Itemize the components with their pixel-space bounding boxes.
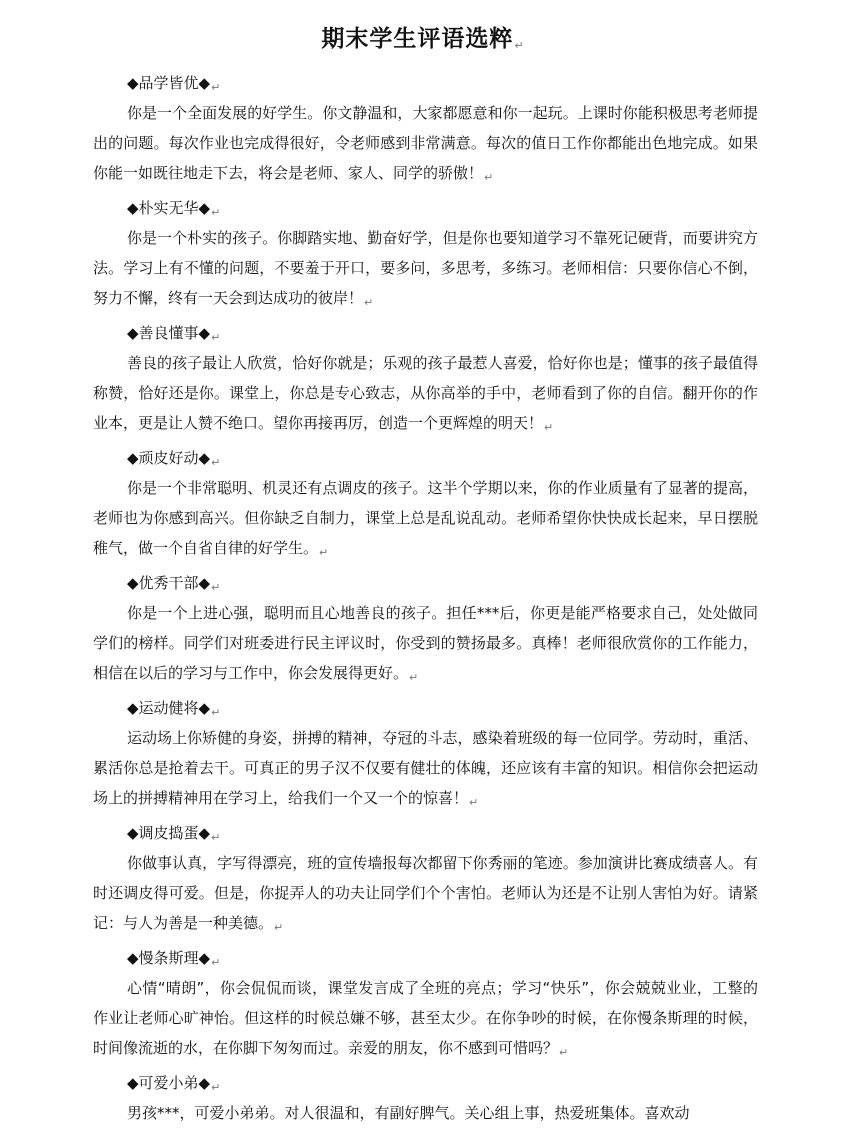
document-title-text: 期末学生评语选粹 <box>321 26 514 52</box>
section-heading-text: ◆调皮捣蛋◆ <box>127 824 211 842</box>
section-heading <box>93 443 758 473</box>
section-heading-text: ◆品学皆优◆ <box>127 74 211 92</box>
section-paragraph-text: 心情“晴朗”，你会侃侃而谈，课堂发言成了全班的亮点；学习“快乐”，你会兢兢业业，工整的作业让老师心旷神怡。但这样的时候总嫌不够，甚至太少。在你争吵的时候，在你慢条斯理的时候，时间像流逝的水，在你脚下匆匆而过。亲爱的朋友，你不感到可惜吗？ <box>93 979 758 1057</box>
section-paragraph <box>93 98 758 193</box>
paragraph-mark-icon: ↵ <box>211 206 221 219</box>
section-heading <box>93 68 758 98</box>
document-body <box>93 68 758 1128</box>
paragraph-mark-icon: ↵ <box>211 1081 221 1094</box>
section-paragraph-text: 你是一个非常聪明、机灵还有点调皮的孩子。这半个学期以来，你的作业质量有了显著的提高，老师也为你感到高兴。但你缺乏自制力，课堂上总是乱说乱动。老师希望你快快成长起来，早日摆脱稚气，做一个自省自律的好学生。 <box>93 479 758 557</box>
section-paragraph <box>93 1098 758 1128</box>
section-paragraph <box>93 848 758 943</box>
paragraph-mark-icon: ↵ <box>211 956 221 969</box>
section-heading-text: ◆顽皮好动◆ <box>127 449 211 467</box>
section-heading <box>93 193 758 223</box>
paragraph-mark-icon: ↵ <box>211 581 221 594</box>
paragraph-mark-icon: ↵ <box>469 796 479 809</box>
section-heading <box>93 1068 758 1098</box>
section-heading-text: ◆优秀干部◆ <box>127 574 211 592</box>
paragraph-mark-icon: ↵ <box>211 831 221 844</box>
section-heading-text: ◆可爱小弟◆ <box>127 1074 211 1092</box>
section-paragraph <box>93 223 758 318</box>
section-paragraph-text: 善良的孩子最让人欣赏，恰好你就是；乐观的孩子最惹人喜爱，恰好你也是；懂事的孩子最值得称赞，恰好还是你。课堂上，你总是专心致志，从你高举的手中，老师看到了你的自信。翻开你的作业本，更是让人赞不绝口。望你再接再厉，创造一个更辉煌的明天！ <box>93 354 758 432</box>
section-paragraph-text: 男孩***，可爱小弟弟。对人很温和，有副好脾气。关心组上事，热爱班集体。喜欢动 <box>127 1104 690 1122</box>
section-heading <box>93 943 758 973</box>
section-heading-text: ◆朴实无华◆ <box>127 199 211 217</box>
paragraph-mark-icon: ↵ <box>364 296 374 309</box>
section-heading <box>93 318 758 348</box>
section-paragraph-text: 你是一个上进心强，聪明而且心地善良的孩子。担任***后，你更是能严格要求自己，处处做同学们的榜样。同学们对班委进行民主评议时，你受到的赞扬最多。真棒！老师很欣赏你的工作能力，相信在以后的学习与工作中，你会发展得更好。 <box>93 604 758 682</box>
section-paragraph-text: 你做事认真，字写得漂亮，班的宣传墙报每次都留下你秀丽的笔迹。参加演讲比赛成绩喜人。有时还调皮得可爱。但是，你捉弄人的功夫让同学们个个害怕。老师认为还是不让别人害怕为好。请紧记：与人为善是一种美德。 <box>93 854 758 932</box>
paragraph-mark-icon: ↵ <box>514 39 525 52</box>
section-heading-text: ◆运动健将◆ <box>127 699 211 717</box>
paragraph-mark-icon: ↵ <box>559 1046 569 1059</box>
paragraph-mark-icon: ↵ <box>319 546 329 559</box>
section-paragraph-text: 你是一个全面发展的好学生。你文静温和，大家都愿意和你一起玩。上课时你能积极思考老师提出的问题。每次作业也完成得很好，令老师感到非常满意。每次的值日工作你都能出色地完成。如果你能一如既往地走下去，将会是老师、家人、同学的骄傲！ <box>93 104 758 182</box>
paragraph-mark-icon: ↵ <box>484 171 494 184</box>
section-paragraph <box>93 723 758 818</box>
section-heading <box>93 568 758 598</box>
paragraph-mark-icon: ↵ <box>409 671 419 684</box>
section-paragraph <box>93 973 758 1068</box>
section-paragraph-text: 运动场上你矫健的身姿，拼搏的精神，夺冠的斗志，感染着班级的每一位同学。劳动时，重活、累活你总是抢着去干。可真正的男子汉不仅要有健壮的体魄，还应该有丰富的知识。相信你会把运动场上的拼搏精神用在学习上，给我们一个又一个的惊喜！ <box>93 729 758 807</box>
section-heading <box>93 818 758 848</box>
section-paragraph <box>93 473 758 568</box>
document-title <box>0 22 846 63</box>
section-paragraph-text: 你是一个朴实的孩子。你脚踏实地、勤奋好学，但是你也要知道学习不靠死记硬背，而要讲究方法。学习上有不懂的问题，不要羞于开口，要多问，多思考，多练习。老师相信：只要你信心不倒，努力不懈，终有一天会到达成功的彼岸！ <box>93 229 758 307</box>
paragraph-mark-icon: ↵ <box>211 331 221 344</box>
paragraph-mark-icon: ↵ <box>211 456 221 469</box>
paragraph-mark-icon: ↵ <box>211 81 221 94</box>
section-paragraph <box>93 598 758 693</box>
section-heading <box>93 693 758 723</box>
section-heading-text: ◆善良懂事◆ <box>127 324 211 342</box>
section-heading-text: ◆慢条斯理◆ <box>127 949 211 967</box>
paragraph-mark-icon: ↵ <box>544 421 554 434</box>
section-paragraph <box>93 348 758 443</box>
paragraph-mark-icon: ↵ <box>211 706 221 719</box>
paragraph-mark-icon: ↵ <box>274 921 284 934</box>
